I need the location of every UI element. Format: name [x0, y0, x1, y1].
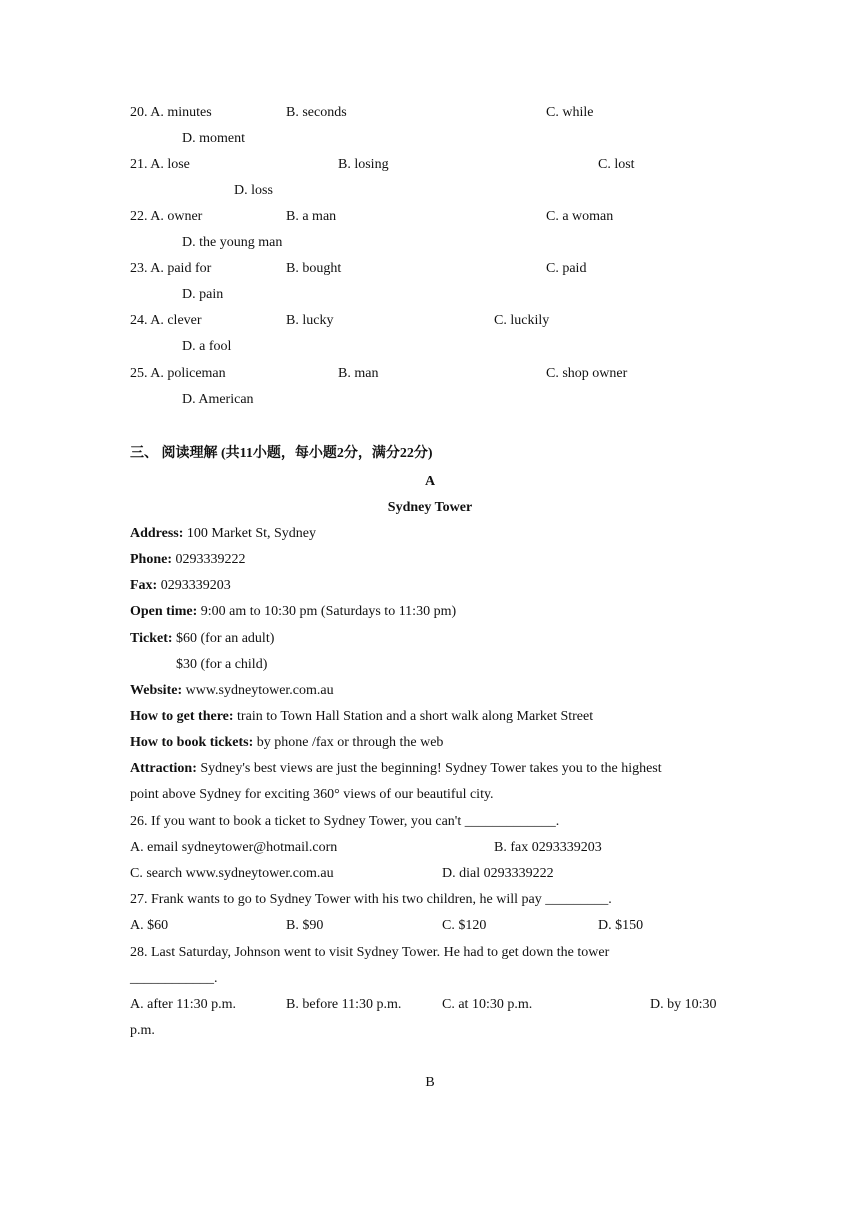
question-28-blank: ____________. — [130, 971, 218, 986]
option-20-b: B. seconds — [286, 105, 347, 120]
question-26-c: C. search www.sydneytower.com.au — [130, 866, 334, 881]
option-21-c: C. lost — [598, 157, 635, 172]
option-25-d: D. American — [182, 392, 254, 407]
phone-label: Phone: — [130, 552, 172, 567]
section-heading: 三、 阅读理解 (共11小题，每小题2分，满分22分) — [130, 446, 433, 461]
option-21-a: 21. A. lose — [130, 157, 190, 172]
website-value: www.sydneytower.com.au — [182, 683, 334, 698]
option-25-b: B. man — [338, 366, 379, 381]
question-27-d: D. $150 — [598, 918, 644, 933]
website-line — [130, 682, 334, 700]
phone-value: 0293339222 — [172, 552, 246, 567]
part-a-label: A — [424, 474, 436, 489]
how-to-book-value: by phone /fax or through the web — [253, 735, 444, 750]
fax-line — [130, 577, 231, 595]
option-20-a: 20. A. minutes — [130, 105, 212, 120]
ticket-adult: $60 (for an adult) — [172, 631, 275, 646]
option-25-a: 25. A. policeman — [130, 366, 226, 381]
question-27-a: A. $60 — [130, 918, 169, 933]
question-26-stem: 26. If you want to book a ticket to Sydney Tower, you can't _____________. — [130, 814, 560, 829]
option-22-c: C. a woman — [546, 209, 614, 224]
open-time-value: 9:00 am to 10:30 pm (Saturdays to 11:30 pm) — [197, 604, 457, 619]
question-28-c: C. at 10:30 p.m. — [442, 997, 533, 1012]
option-24-c: C. luckily — [494, 313, 550, 328]
option-21-b: B. losing — [338, 157, 389, 172]
option-24-d: D. a fool — [182, 339, 232, 354]
question-26-b: B. fax 0293339203 — [494, 840, 602, 855]
question-28-d-cont: p.m. — [130, 1023, 155, 1038]
option-22-d: D. the young man — [182, 235, 283, 250]
open-time-label: Open time: — [130, 604, 198, 619]
option-23-c: C. paid — [546, 261, 587, 276]
question-27-b: B. $90 — [286, 918, 324, 933]
website-label: Website: — [130, 683, 183, 698]
part-b-label: B — [425, 1075, 435, 1090]
attraction-line — [130, 760, 662, 778]
address-label: Address: — [130, 526, 184, 541]
question-26-d: D. dial 0293339222 — [442, 866, 554, 881]
option-22-b: B. a man — [286, 209, 337, 224]
option-25-c: C. shop owner — [546, 366, 628, 381]
question-28-d: D. by 10:30 — [650, 997, 717, 1012]
fax-label: Fax: — [130, 578, 158, 593]
question-28-a: A. after 11:30 p.m. — [130, 997, 237, 1012]
option-22-a: 22. A. owner — [130, 209, 203, 224]
ticket-line — [130, 630, 274, 648]
how-to-get-line — [130, 708, 593, 726]
ticket-child: $30 (for a child) — [176, 657, 268, 672]
question-27-c: C. $120 — [442, 918, 487, 933]
ticket-label: Ticket: — [130, 631, 173, 646]
address-line — [130, 525, 316, 543]
option-24-b: B. lucky — [286, 313, 334, 328]
option-23-d: D. pain — [182, 287, 224, 302]
attraction-text-cont: point above Sydney for exciting 360° views of our beautiful city. — [130, 787, 494, 802]
question-26-a: A. email sydneytower@hotmail.corn — [130, 840, 338, 855]
attraction-label: Attraction: — [130, 761, 197, 776]
how-to-book-label: How to book tickets: — [130, 735, 254, 750]
question-28-b: B. before 11:30 p.m. — [286, 997, 402, 1012]
option-24-a: 24. A. clever — [130, 313, 202, 328]
passage-title: Sydney Tower — [387, 500, 473, 515]
address-value: 100 Market St, Sydney — [183, 526, 317, 541]
open-time-line — [130, 603, 456, 621]
option-23-b: B. bought — [286, 261, 342, 276]
fax-value: 0293339203 — [157, 578, 231, 593]
how-to-book-line — [130, 734, 443, 752]
how-to-get-value: train to Town Hall Station and a short walk along Market Street — [233, 709, 594, 724]
option-20-c: C. while — [546, 105, 594, 120]
phone-line — [130, 551, 246, 569]
how-to-get-label: How to get there: — [130, 709, 234, 724]
question-28-stem: 28. Last Saturday, Johnson went to visit Sydney Tower. He had to get down the tower — [130, 945, 610, 960]
option-20-d: D. moment — [182, 131, 245, 146]
option-23-a: 23. A. paid for — [130, 261, 212, 276]
option-21-d: D. loss — [234, 183, 273, 198]
question-27-stem: 27. Frank wants to go to Sydney Tower with his two children, he will pay _________. — [130, 892, 612, 907]
attraction-text: Sydney's best views are just the beginning! Sydney Tower takes you to the highest — [196, 761, 662, 776]
